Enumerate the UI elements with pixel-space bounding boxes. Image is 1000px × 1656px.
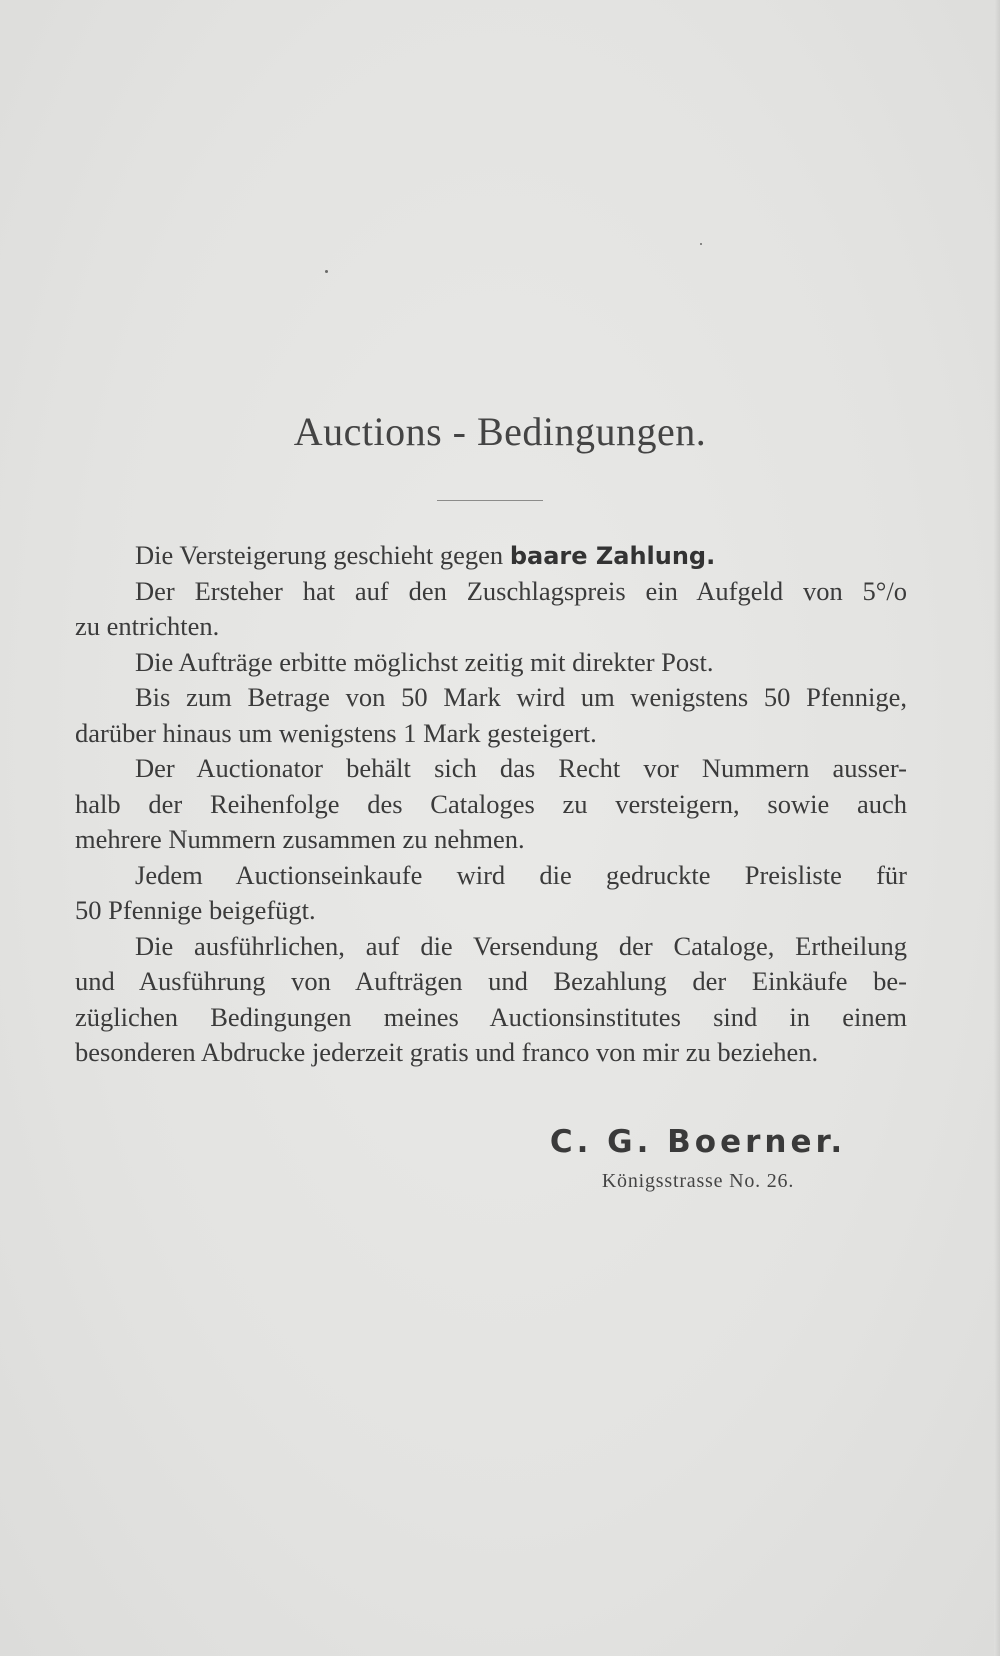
line-text: und Ausführung von Aufträgen und Bezahlung der Einkäufe be- [75,966,907,996]
paragraph-line [75,751,907,787]
paragraph-line [75,964,907,1000]
line-text: besonderen Abdrucke jederzeit gratis und franco von mir zu beziehen. [75,1037,819,1067]
line-text: zu entrichten. [75,611,220,641]
paragraph-line [75,893,907,929]
paragraph-line [75,822,907,858]
paragraph-line [75,1035,907,1071]
paragraph-line [75,680,907,716]
signature-name: C. G. Boerner. [549,1124,847,1160]
page-edge-shadow [994,0,1000,1656]
line-text: Bis zum Betrage von 50 Mark wird um wenigstens 50 Pfennige, [135,682,907,712]
emphasis-text: baare Zahlung. [509,542,716,570]
paragraph-line [75,858,907,894]
conditions-text [75,538,907,1071]
paragraph-line [75,538,907,574]
line-text: züglichen Bedingungen meines Auctionsinstitutes sind in einem [75,1001,907,1032]
paragraph-line [75,787,907,823]
paper-speck [700,243,702,245]
line-text: Die Versteigerung geschieht gegen [135,540,510,570]
paragraph-line [75,574,907,610]
line-text: mehrere Nummern zusammen zu nehmen. [75,824,525,854]
line-text: 50 Pfennige beigefügt. [75,895,316,925]
line-text: Jedem Auctionseinkaufe wird die gedruckte Preisliste für [135,859,907,890]
line-text: darüber hinaus um wenigstens 1 Mark gesteigert. [75,717,597,748]
line-text: Die ausführlichen, auf die Versendung der Cataloge, Ertheilung [135,930,907,961]
paragraph-line [75,645,907,681]
line-text: Der Ersteher hat auf den Zuschlagspreis ein Aufgeld von 5°/o [135,575,907,606]
signature-address: Königsstrasse No. 26. [601,1170,795,1192]
page-title: Auctions - Bedingungen. [293,409,707,454]
line-text: Der Auctionator behält sich das Recht vor Nummern ausser- [135,753,907,783]
paragraph-line [75,929,907,965]
paragraph-line [75,609,907,645]
paper-speck [325,270,328,273]
line-text: Die Aufträge erbitte möglichst zeitig mit direkter Post. [135,646,714,677]
line-text: halb der Reihenfolge des Cataloges zu versteigern, sowie auch [75,788,907,819]
paragraph-line [75,1000,907,1036]
paragraph-line [75,716,907,752]
title-divider [437,500,543,501]
